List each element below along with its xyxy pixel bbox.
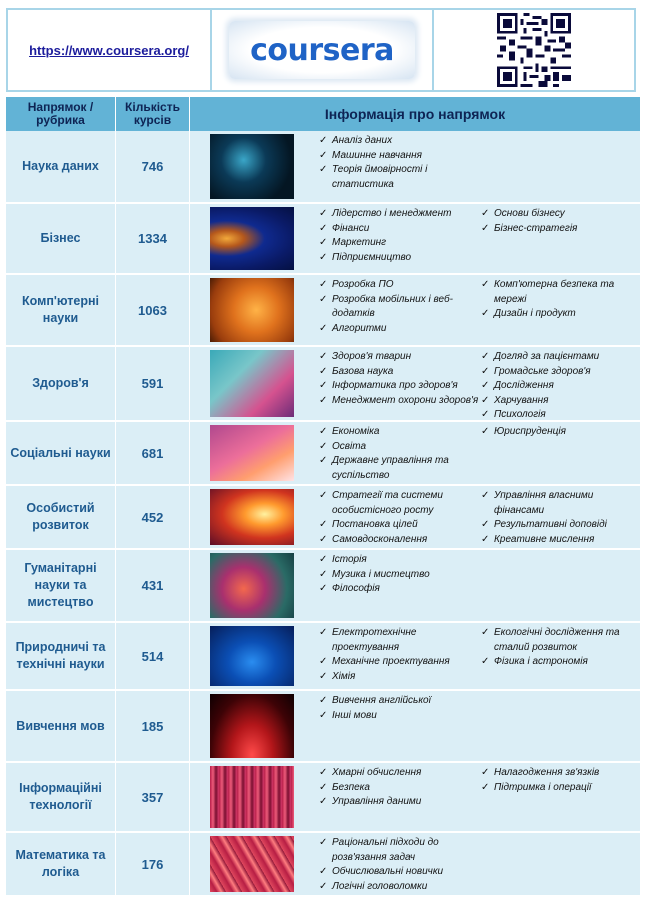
url-cell (8, 10, 212, 90)
course-count: 185 (116, 691, 190, 761)
topics-list (318, 553, 480, 618)
course-count: 431 (116, 550, 190, 621)
topics-list (318, 836, 480, 892)
list-item: ✓ Історія (318, 553, 480, 568)
topics-list (318, 626, 480, 686)
table-row (6, 763, 640, 833)
list-item: ✓ Управління власними фінансами (480, 489, 630, 518)
list-item: ✓ Теорія ймовірності і статистика (318, 163, 480, 192)
list-item: ✓ Базова наука (318, 365, 480, 380)
topics-list (480, 350, 630, 421)
list-item: ✓ Підприємництво (318, 251, 480, 266)
topics-list (480, 207, 630, 270)
course-count: 1063 (116, 275, 190, 345)
course-count: 681 (116, 422, 190, 484)
qr-code-icon (497, 13, 571, 87)
table-row (6, 131, 640, 204)
list-item: ✓ Безпека (318, 781, 480, 796)
list-item: ✓ Дослідження (480, 379, 630, 394)
list-item: ✓ Підтримка і операції (480, 781, 630, 796)
list-item: ✓ Самовдосконалення (318, 533, 480, 548)
table-row (6, 691, 640, 763)
header-direction: Напрямок / рубрика (6, 97, 116, 131)
direction-image (210, 766, 294, 828)
list-item: ✓ Управління даними (318, 795, 480, 810)
list-item: ✓ Аналіз даних (318, 134, 480, 149)
direction-name: Інформаційні технології (6, 763, 116, 831)
list-item: ✓ Лідерство і менеджмент (318, 207, 480, 222)
topics-list (480, 425, 630, 481)
directions-table (6, 97, 640, 897)
course-count: 1334 (116, 204, 190, 273)
list-item: ✓ Раціональні підходи до розв'язання задач (318, 836, 480, 865)
topics-list (318, 207, 480, 270)
table-row (6, 347, 640, 422)
course-count: 591 (116, 347, 190, 420)
table-row (6, 833, 640, 897)
table-row (6, 623, 640, 691)
list-item: ✓ Фінанси (318, 222, 480, 237)
direction-info (190, 833, 640, 895)
list-item: ✓ Інформатика про здоров'я (318, 379, 480, 394)
list-item: ✓ Розробка ПО (318, 278, 480, 293)
list-item: ✓ Хімія (318, 670, 480, 685)
direction-image (210, 626, 294, 686)
list-item: ✓ Музика і мистецтво (318, 568, 480, 583)
logo-cell (212, 10, 434, 90)
topics-list (480, 489, 630, 545)
topics-list (318, 425, 480, 481)
course-count: 514 (116, 623, 190, 689)
list-item: ✓ Громадське здоров'я (480, 365, 630, 380)
course-count: 357 (116, 763, 190, 831)
list-item: ✓ Державне управління та суспільство (318, 454, 480, 483)
direction-info (190, 763, 640, 831)
list-item: ✓ Логічні головоломки (318, 880, 480, 895)
list-item: ✓ Догляд за пацієнтами (480, 350, 630, 365)
direction-image (210, 553, 294, 618)
list-item: ✓ Хмарні обчислення (318, 766, 480, 781)
direction-info (190, 422, 640, 484)
list-item: ✓ Обчислювальні новички (318, 865, 480, 880)
list-item: ✓ Розробка мобільних і веб-додатків (318, 293, 480, 322)
list-item: ✓ Машинне навчання (318, 149, 480, 164)
header-info: Інформація про напрямок (324, 105, 506, 122)
direction-name: Наука даних (6, 131, 116, 202)
list-item: ✓ Психологія (480, 408, 630, 423)
table-row (6, 550, 640, 623)
direction-name: Вивчення мов (6, 691, 116, 761)
direction-info (190, 623, 640, 689)
table-row (6, 204, 640, 275)
qr-cell (434, 10, 634, 90)
list-item: ✓ Стратегії та системи особистісного росту (318, 489, 480, 518)
list-item: ✓ Освіта (318, 440, 480, 455)
list-item: ✓ Електротехнічне проектування (318, 626, 480, 655)
list-item: ✓ Основи бізнесу (480, 207, 630, 222)
direction-info (190, 486, 640, 548)
list-item: ✓ Юриспруденція (480, 425, 630, 440)
header (6, 8, 636, 92)
direction-info (190, 691, 640, 761)
topics-list (318, 694, 480, 758)
topics-list (480, 626, 630, 686)
logo-text: coursera (250, 32, 394, 68)
list-item: ✓ Філософія (318, 582, 480, 597)
coursera-logo (229, 21, 415, 79)
list-item: ✓ Фізика і астрономія (480, 655, 630, 670)
list-item: ✓ Бізнес-стратегія (480, 222, 630, 237)
list-item: ✓ Здоров'я тварин (318, 350, 480, 365)
direction-image (210, 489, 294, 545)
direction-image (210, 350, 294, 417)
direction-name: Особистий розвиток (6, 486, 116, 548)
topics-list (318, 350, 480, 417)
direction-image (210, 836, 294, 892)
topics-list (318, 766, 480, 828)
table-row (6, 486, 640, 550)
direction-image (210, 207, 294, 270)
direction-name: Гуманітарні науки та мистецтво (6, 550, 116, 621)
course-count: 452 (116, 486, 190, 548)
topics-list (318, 489, 480, 545)
list-item: ✓ Результативні доповіді (480, 518, 630, 533)
list-item: ✓ Алгоритми (318, 322, 480, 337)
coursera-link[interactable]: https://www.coursera.org/ (29, 42, 189, 58)
list-item: ✓ Механічне проектування (318, 655, 480, 670)
course-count: 176 (116, 833, 190, 895)
list-item: ✓ Інші мови (318, 709, 480, 724)
topics-list (480, 278, 630, 342)
direction-info (190, 131, 640, 202)
direction-info (190, 275, 640, 345)
list-item: ✓ Комп'ютерна безпека та мережі (480, 278, 630, 307)
direction-image (210, 278, 294, 342)
list-item: ✓ Креативне мислення (480, 533, 630, 548)
table-header (6, 97, 640, 131)
direction-name: Соціальні науки (6, 422, 116, 484)
direction-name: Здоров'я (6, 347, 116, 420)
course-count: 746 (116, 131, 190, 202)
direction-image (210, 425, 294, 481)
direction-name: Математика та логіка (6, 833, 116, 895)
direction-info (190, 550, 640, 621)
list-item: ✓ Екологічні дослідження та сталий розвиток (480, 626, 630, 655)
list-item: ✓ Харчування (480, 394, 630, 409)
list-item: ✓ Постановка цілей (318, 518, 480, 533)
direction-info (190, 204, 640, 273)
table-row (6, 422, 640, 486)
header-count: Кількість курсів (116, 97, 190, 131)
list-item: ✓ Економіка (318, 425, 480, 440)
direction-name: Природничі та технічні науки (6, 623, 116, 689)
direction-info (190, 347, 640, 420)
list-item: ✓ Менеджмент охорони здоров'я (318, 394, 480, 409)
direction-name: Комп'ютерні науки (6, 275, 116, 345)
direction-image (210, 134, 294, 199)
topics-list (318, 278, 480, 342)
list-item: ✓ Налагодження зв'язків (480, 766, 630, 781)
direction-image (210, 694, 294, 758)
table-row (6, 275, 640, 347)
direction-name: Бізнес (6, 204, 116, 273)
list-item: ✓ Дизайн і продукт (480, 307, 630, 322)
list-item: ✓ Маркетинг (318, 236, 480, 251)
topics-list (480, 766, 630, 828)
topics-list (318, 134, 480, 199)
list-item: ✓ Вивчення англійської (318, 694, 480, 709)
